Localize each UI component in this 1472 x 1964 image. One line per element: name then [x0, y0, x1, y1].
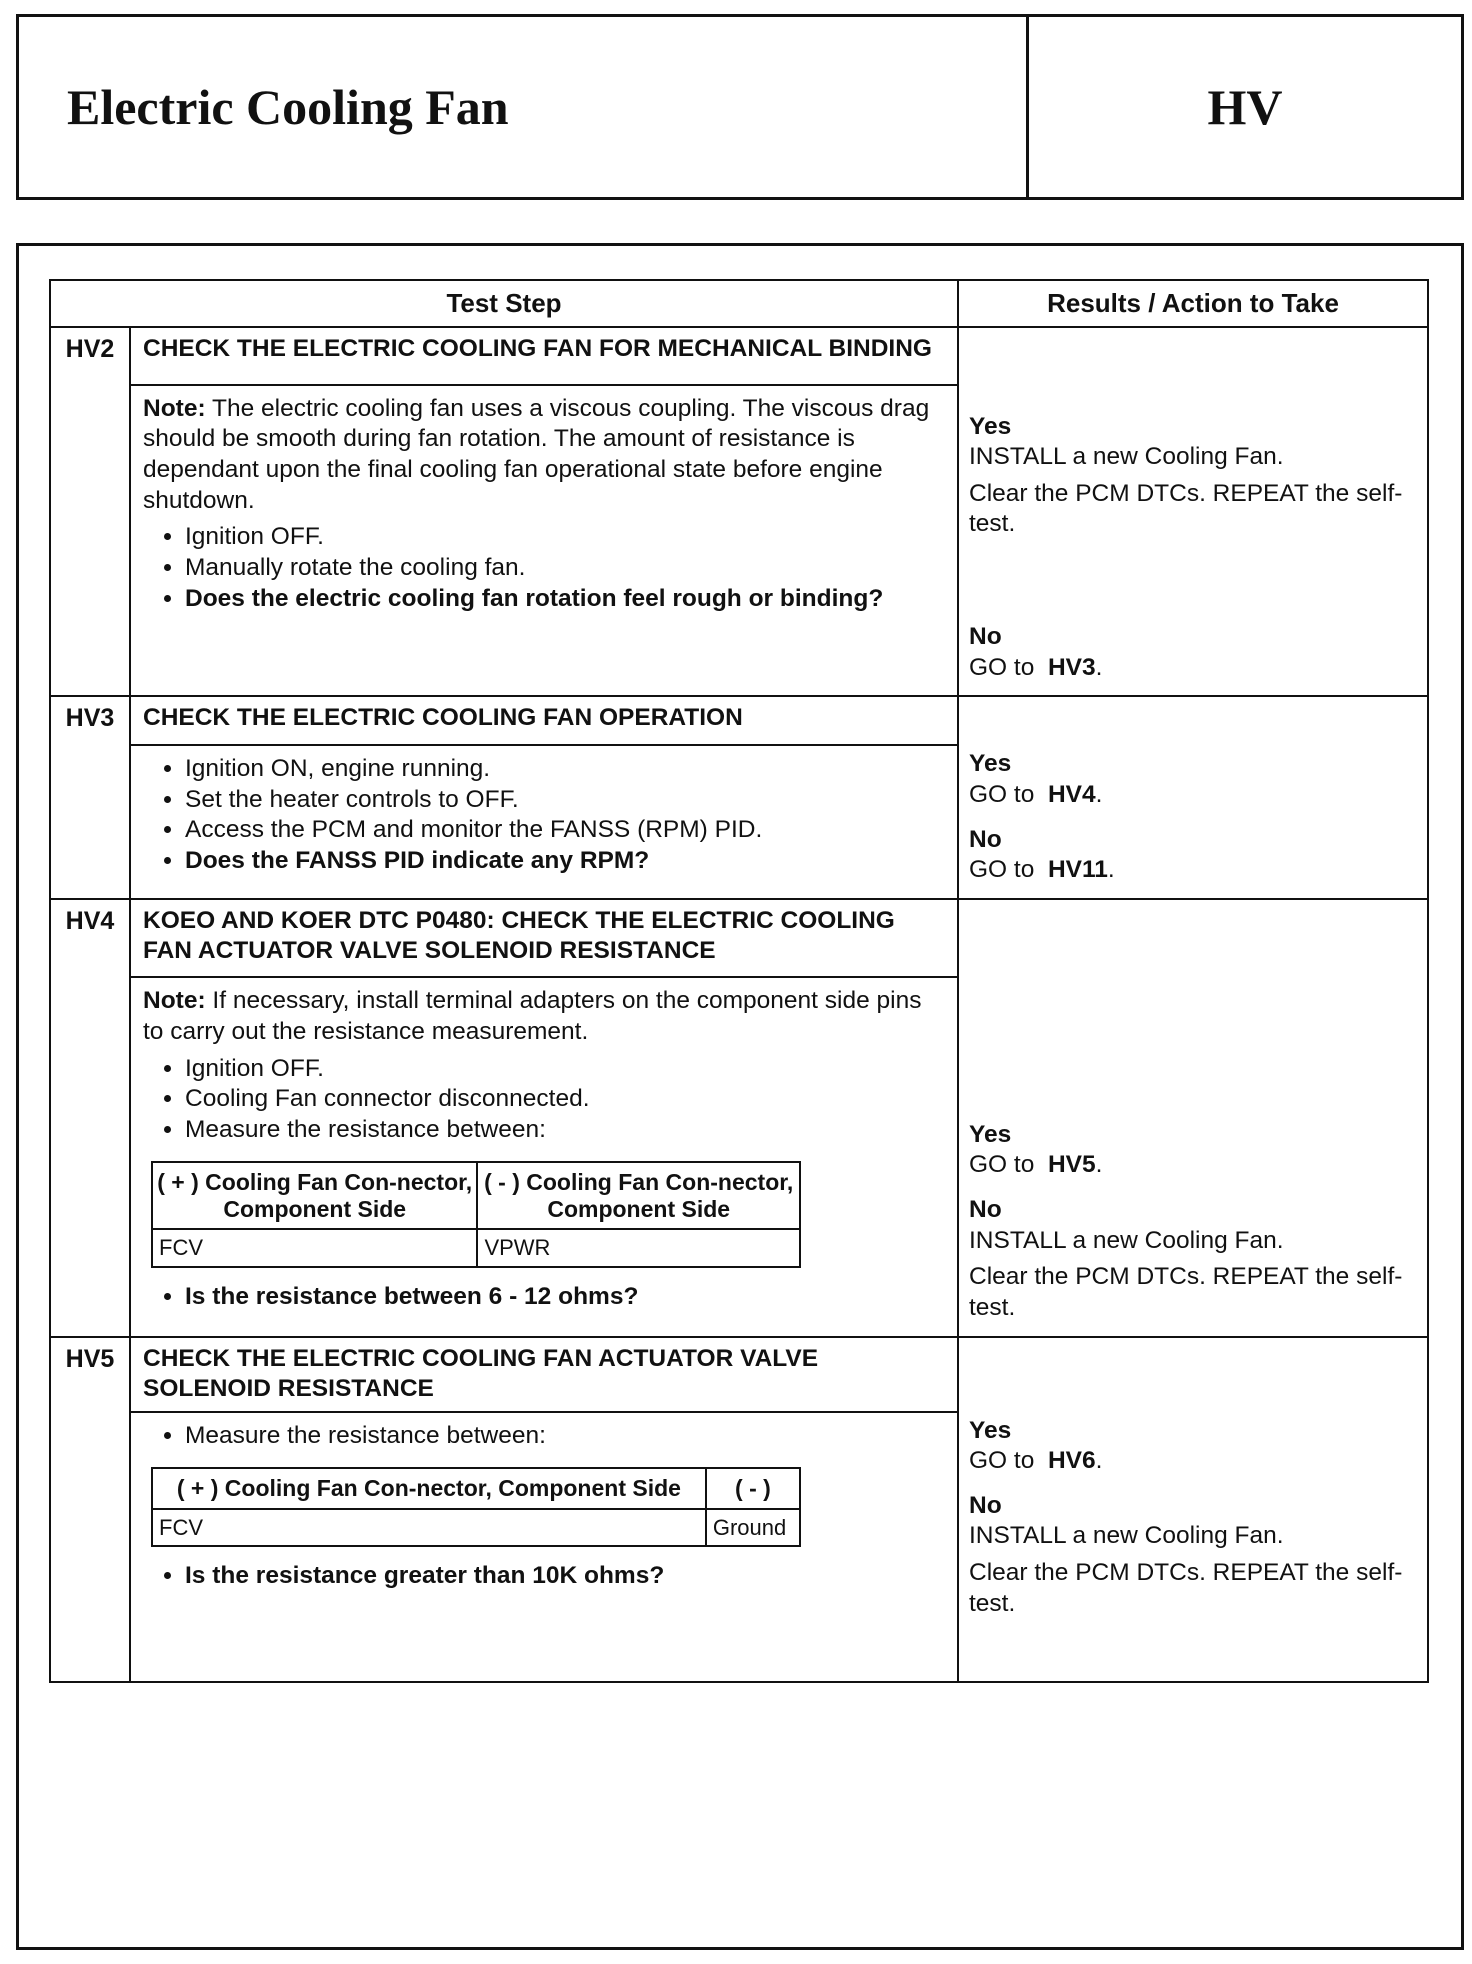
list-item: • Measure the resistance between: [185, 1115, 945, 1146]
hv4-note-text: If necessary, install terminal adapters on the component side pins to carry out the resistance measurement. [143, 987, 922, 1045]
hv4-id: HV4 [50, 899, 130, 1337]
hv5-id: HV5 [50, 1337, 130, 1682]
hv3-no-action [969, 855, 1417, 886]
hv4-heading: KOEO AND KOER DTC P0480: CHECK THE ELECTRIC COOLING FAN ACTUATOR VALVE SOLENOID RESISTANCE [130, 899, 958, 978]
hv4-pin-table [151, 1161, 801, 1267]
hv4-step-list [143, 1054, 945, 1146]
hv4-question-list [143, 1282, 945, 1313]
hv2-no-goto: GO to [969, 653, 1035, 681]
list-item: • Set the heater controls to OFF. [185, 785, 945, 816]
list-item: • Measure the resistance between: [185, 1421, 945, 1452]
hv5-yes-dot: . [1095, 1447, 1103, 1475]
hv5-results [958, 1337, 1428, 1682]
hv3-no-label: No [969, 825, 1002, 853]
hv2-yes-line1: INSTALL a new Cooling Fan. [969, 443, 1284, 471]
hv2-no-target: HV3 [1047, 653, 1096, 681]
hv4-no-label: No [969, 1196, 1002, 1223]
hv2-results [958, 327, 1428, 697]
hv5-question-list [143, 1561, 945, 1592]
section-code: HV [1207, 79, 1283, 135]
list-item: • Cooling Fan connector disconnected. [185, 1084, 945, 1115]
col-results: Results / Action to Take [958, 280, 1428, 327]
hv3-no-goto: GO to [969, 856, 1035, 884]
hv5-pin-head-left: ( + ) Cooling Fan Con-nector, Component Side [152, 1468, 706, 1508]
hv5-no-line1: INSTALL a new Cooling Fan. [969, 1522, 1284, 1550]
hv4-question: • Is the resistance between 6 - 12 ohms? [185, 1282, 945, 1313]
hv5-yes-goto: GO to [969, 1447, 1035, 1475]
hv5-yes-label: Yes [969, 1416, 1012, 1444]
list-item: • Ignition OFF. [185, 522, 945, 553]
hv4-note [143, 986, 945, 1047]
hv5-yes-action [969, 1446, 1417, 1477]
col-test-step: Test Step [50, 280, 958, 327]
hv2-no-label: No [969, 623, 1002, 650]
hv3-body [130, 745, 958, 899]
hv4-pin-head-left: ( + ) Cooling Fan Con-nector, Component Side [152, 1162, 477, 1229]
hv5-pin-right: Ground [706, 1509, 800, 1547]
pinpoint-test-table [49, 279, 1429, 1683]
table-header-row [50, 280, 1428, 327]
hv2-yes-label: Yes [969, 412, 1012, 440]
hv4-yes-target: HV5 [1047, 1151, 1096, 1179]
list-item: • Ignition OFF. [185, 1054, 945, 1085]
hv4-heading-row [50, 899, 1428, 978]
hv5-no-label: No [969, 1491, 1002, 1519]
hv3-step-list [143, 754, 945, 877]
hv3-yes-label: Yes [969, 750, 1012, 778]
hv2-no-action [969, 653, 1417, 684]
hv4-no-line2: Clear the PCM DTCs. REPEAT the self-test. [969, 1263, 1403, 1321]
test-procedure-frame [16, 243, 1464, 1950]
list-item: • Manually rotate the cooling fan. [185, 553, 945, 584]
hv4-yes-goto: GO to [969, 1151, 1035, 1179]
hv2-step-list [143, 522, 945, 614]
list-item: • Ignition ON, engine running. [185, 754, 945, 785]
hv3-id: HV3 [50, 696, 130, 899]
hv2-heading: CHECK THE ELECTRIC COOLING FAN FOR MECHANICAL BINDING [130, 327, 958, 385]
hv2-heading-row [50, 327, 1428, 385]
hv4-note-label: Note: [143, 987, 206, 1015]
hv5-pin-table [151, 1467, 801, 1547]
hv5-body [130, 1412, 958, 1682]
hv4-pin-right: VPWR [477, 1229, 800, 1267]
hv2-note [143, 394, 945, 517]
hv2-yes-line2: Clear the PCM DTCs. REPEAT the self-test. [969, 479, 1403, 538]
hv4-pin-head-right: ( - ) Cooling Fan Con-nector, Component Side [477, 1162, 800, 1229]
hv4-yes-action [969, 1150, 1417, 1181]
hv3-results [958, 696, 1428, 899]
hv3-no-target: HV11 [1047, 856, 1108, 884]
hv2-body [130, 385, 958, 696]
hv4-yes-label: Yes [969, 1120, 1012, 1148]
hv2-note-label: Note: [143, 394, 206, 422]
hv3-no-dot: . [1107, 856, 1115, 884]
hv3-heading: CHECK THE ELECTRIC COOLING FAN OPERATION [130, 696, 958, 745]
hv4-pin-left: FCV [152, 1229, 477, 1267]
hv5-yes-target: HV6 [1047, 1447, 1096, 1475]
hv3-yes-action [969, 780, 1417, 811]
hv5-question: • Is the resistance greater than 10K ohms? [185, 1561, 945, 1592]
list-item: • Access the PCM and monitor the FANSS (RPM) PID. [185, 815, 945, 846]
hv2-question: • Does the electric cooling fan rotation feel rough or binding? [185, 584, 945, 615]
hv4-results [958, 899, 1428, 1337]
page-header [16, 14, 1464, 200]
hv5-heading: CHECK THE ELECTRIC COOLING FAN ACTUATOR VALVE SOLENOID RESISTANCE [130, 1337, 958, 1412]
hv3-heading-row [50, 696, 1428, 745]
hv5-heading-row [50, 1337, 1428, 1412]
hv4-yes-dot: . [1095, 1151, 1103, 1179]
hv3-yes-goto: GO to [969, 780, 1035, 808]
hv5-pin-left: FCV [152, 1509, 706, 1547]
hv2-no-end: . [1095, 653, 1103, 681]
hv5-step-list [143, 1421, 945, 1452]
hv3-question: • Does the FANSS PID indicate any RPM? [185, 846, 945, 877]
hv3-yes-dot: . [1095, 780, 1103, 808]
hv4-body [130, 977, 958, 1336]
hv5-pin-head-right: ( - ) [706, 1468, 800, 1508]
hv2-note-text: The electric cooling fan uses a viscous coupling. The viscous drag should be smooth during fan rotation. The amount of resistance is dependant upon the final cooling fan operational state before engine shutdown. [143, 394, 930, 514]
hv5-no-line2: Clear the PCM DTCs. REPEAT the self-test. [969, 1559, 1403, 1617]
page-title: Electric Cooling Fan [19, 17, 1029, 197]
hv2-id: HV2 [50, 327, 130, 697]
hv3-yes-target: HV4 [1047, 780, 1096, 808]
hv4-no-line1: INSTALL a new Cooling Fan. [969, 1226, 1284, 1254]
